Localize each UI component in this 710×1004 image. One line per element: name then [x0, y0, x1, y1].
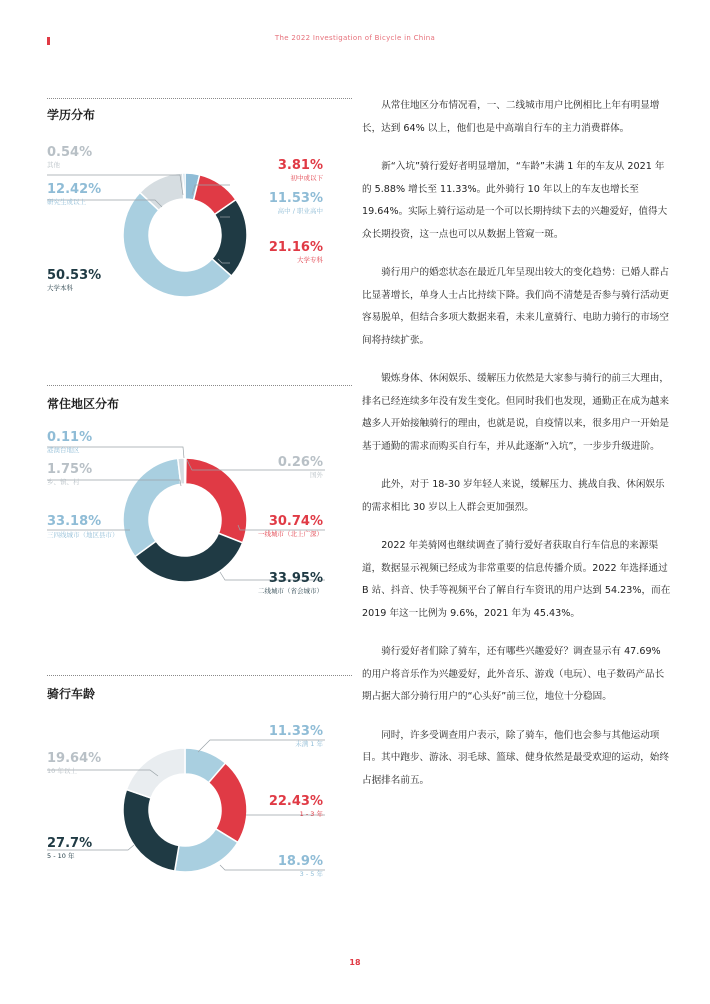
section-divider [47, 385, 352, 386]
label-cat-over-10y: 10 年以上 [47, 767, 77, 775]
label-cat-high-school: 高中 / 职业高中 [277, 207, 323, 215]
label-cat-bachelor: 大学本科 [47, 284, 73, 292]
label-pct-tier1: 30.74% [268, 514, 323, 529]
label-pct-bachelor: 50.53% [47, 268, 102, 283]
label-cat-abroad: 国外 [310, 471, 323, 479]
section-title-riding-age: 骑行车龄 [47, 687, 96, 701]
paragraph: 从常住地区分布情况看，一、二线城市用户比例相比上年有明显增长，达到 64% 以上，他们也是中高端自行车的主力消费群体。 [362, 100, 660, 134]
donut-education [40, 135, 380, 365]
label-pct-tier2: 33.95% [268, 571, 323, 586]
paragraph: 新“入坑”骑行爱好者明显增加，“车龄”未满 1 年的车友从 2021 年的 5.88% 增长至 11.33%。此外骑行 10 年以上的车友也增长至 19.64%。实际上骑行运动是一个可以长期持续下去的兴趣爱好，值得大众长期投资，这一点也可以从数据上管窥一斑。 [362, 161, 668, 240]
label-pct-high-school: 11.53% [268, 191, 323, 206]
donut-riding-age [40, 710, 380, 940]
donut-slice [123, 458, 181, 556]
header-title: The 2022 Investigation of Bicycle in China [274, 34, 436, 42]
label-cat-tier2: 二线城市（省会城市） [258, 587, 323, 595]
label-cat-1-3y: 1 - 3 年 [299, 810, 323, 818]
label-pct-township: 1.75% [47, 462, 93, 477]
paragraph: 此外，对于 18-30 岁年轻人来说，缓解压力、挑战自我、休闲娱乐的需求相比 30 岁以上人群会更加强烈。 [362, 479, 665, 513]
label-cat-tier3-4: 三四线城市（地区县市） [47, 531, 119, 539]
paragraph: 骑行爱好者们除了骑车，还有哪些兴趣爱好？调查显示有 47.69% 的用户将音乐作为兴趣爱好，此外音乐、游戏（电玩）、电子数码产品长期占据大部分骑行用户的“心头好”前三位，地位十分稳固。 [362, 646, 665, 702]
label-pct-hk-macau-taiwan: 0.11% [47, 430, 93, 445]
label-pct-other: 0.54% [47, 145, 93, 160]
section-title-education: 学历分布 [47, 108, 96, 122]
label-pct-under-1y: 11.33% [268, 724, 323, 739]
label-cat-postgrad: 研究生或以上 [47, 198, 86, 206]
donut-slice [186, 458, 247, 543]
paragraph: 2022 年美骑网也继续调查了骑行爱好者获取自行车信息的来源渠道，数据显示视频已经成为非常重要的信息传播介质。2022 年选择通过 B 站、抖音、快手等视频平台了解自行车资讯的用户达到 54.23%，而在 2019 年这一比例为 9.6%，2021 年为 45.43%。 [362, 540, 671, 619]
label-cat-junior-college: 大学专科 [297, 256, 323, 264]
label-pct-middle-school: 3.81% [277, 158, 323, 173]
label-pct-3-5y: 18.9% [277, 854, 323, 869]
label-cat-tier1: 一线城市（北上广深） [258, 530, 323, 538]
page-number: 18 [349, 958, 361, 967]
section-title-region: 常住地区分布 [47, 397, 120, 411]
paragraph: 骑行用户的婚恋状态在最近几年呈现出较大的变化趋势：已婚人群占比显著增长，单身人士占比持续下降。我们尚不清楚是否参与骑行活动更容易脱单，但结合多项大数据来看，未来儿童骑行、电助力骑行的市场空间将持续扩张。 [362, 267, 669, 346]
section-divider [47, 675, 352, 676]
label-pct-1-3y: 22.43% [268, 794, 323, 809]
paragraph: 同时，许多受调查用户表示，除了骑车，他们也会参与其他运动项目。其中跑步、游泳、羽毛球、篮球、健身依然是最受欢迎的运动，始终占据排名前五。 [362, 729, 669, 786]
paragraph: 锻炼身体、休闲娱乐、缓解压力依然是大家参与骑行的前三大理由，排名已经连续多年没有发生变化。但同时我们也发现，通勤正在成为越来越多人开始接触骑行的理由，也就是说，自疫情以来，很多用户一开始是基于通勤的需求而购买自行车，并从此逐渐“入坑”，一步步升级进阶。 [362, 373, 669, 452]
donut-slice [126, 748, 185, 798]
label-cat-hk-macau-taiwan: 港澳台地区 [47, 446, 80, 454]
section-divider [47, 98, 352, 99]
label-pct-over-10y: 19.64% [47, 751, 102, 766]
label-cat-under-1y: 未满 1 年 [295, 740, 323, 748]
label-pct-abroad: 0.26% [277, 455, 323, 470]
label-cat-middle-school: 初中或以下 [290, 174, 323, 182]
label-cat-other: 其他 [47, 161, 60, 169]
label-cat-township: 乡、镇、村 [47, 478, 80, 486]
donut-slice [123, 790, 179, 872]
body-text [362, 95, 672, 808]
label-cat-3-5y: 3 - 5 年 [299, 870, 323, 878]
donut-slice [183, 173, 185, 199]
label-pct-junior-college: 21.16% [268, 240, 323, 255]
label-pct-5-10y: 27.7% [47, 836, 93, 851]
label-cat-5-10y: 5 - 10 年 [47, 852, 75, 860]
label-pct-tier3-4: 33.18% [47, 514, 102, 529]
label-pct-postgrad: 12.42% [47, 182, 102, 197]
